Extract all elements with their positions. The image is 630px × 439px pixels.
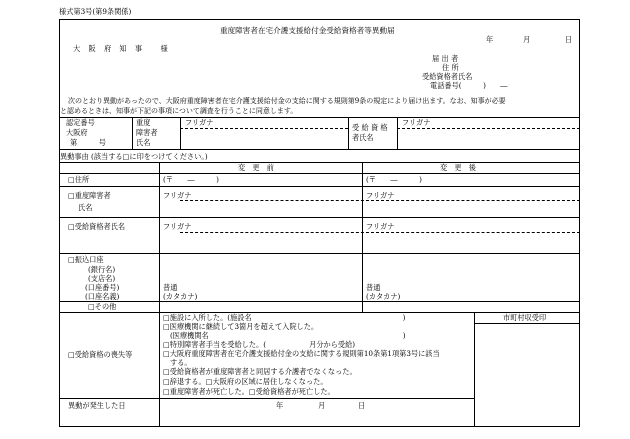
disabled-label-1: 重度	[136, 118, 151, 127]
bank-label-2: (銀行名)	[88, 265, 116, 274]
rule	[362, 162, 363, 312]
rule	[474, 323, 580, 324]
loss-item: □辞退する。□大阪府の区域に居住しなくなった。	[163, 377, 328, 386]
row-loss-label: □受給資格の喪失等	[68, 350, 133, 359]
furigana-label: フリガナ	[185, 118, 214, 127]
rule	[132, 117, 133, 149]
row-address-label: □住所	[68, 175, 90, 184]
rule	[180, 200, 580, 201]
rule	[59, 186, 580, 187]
addressee: 大 阪 府 知 事 様	[73, 44, 171, 53]
row-disabled-label-1: □重度障害者	[68, 191, 111, 200]
rule	[59, 173, 580, 174]
rule	[159, 398, 160, 427]
intro-line-1: 次のとおり異動があったので、大阪府重度障害者在宅介護支援給付金の支給に関する規則第9条の規定により届け出ます。なお、知事が必要	[68, 97, 506, 105]
bank-type-after: 普通	[366, 283, 381, 292]
form-title: 重度障害者在宅介護支援給付金受給資格者等異動届	[220, 26, 395, 35]
recipient-furigana-after: フリガナ	[366, 222, 395, 231]
submitter-address: 住 所	[442, 63, 459, 72]
loss-item: □医療機関に継続して3箇月を超えて入院した。	[163, 322, 319, 331]
row-disabled-label-2: 氏名	[78, 203, 93, 212]
recipient-furigana-before: フリガナ	[163, 222, 192, 231]
loss-item: する。	[170, 358, 192, 367]
date-day: 日	[565, 35, 573, 44]
address-before: (〒 ― )	[163, 175, 219, 184]
rule	[180, 128, 348, 129]
form-number: 様式第3号(第9条関係)	[59, 7, 132, 16]
loss-item: (医療機関名 )	[170, 331, 406, 340]
row-other-label: □その他	[88, 302, 117, 311]
date-month: 月	[523, 35, 531, 44]
rule	[59, 149, 580, 150]
rule	[348, 117, 349, 149]
bank-label-5: (口座名義)	[85, 292, 120, 301]
disabled-furigana-after: フリガナ	[366, 191, 395, 200]
loss-item: □施設に入所した。(施設名 )	[163, 313, 406, 322]
rule	[59, 253, 580, 254]
rule	[59, 162, 580, 163]
recipient-label-1: 受 給 資 格	[352, 123, 388, 132]
column-after: 変 更 後	[440, 163, 476, 172]
furigana-label: フリガナ	[402, 118, 431, 127]
rule	[180, 117, 181, 149]
cert-no-suffix: 第 号	[70, 138, 106, 147]
column-before: 変 更 前	[238, 163, 274, 172]
rule	[59, 398, 474, 399]
loss-item: □重度障害者が死亡した。□受給資格者が死亡した。	[163, 387, 335, 396]
bank-label-3: (支店名)	[88, 274, 116, 283]
address-after: (〒 ― )	[366, 175, 422, 184]
occurred-month: 月	[318, 401, 326, 410]
rule	[474, 312, 475, 427]
disabled-label-2: 障害者	[136, 128, 158, 137]
intro-line-2: と認めるときは、知事が下記の事項について調査を行うことに同意します。	[60, 107, 298, 115]
loss-item: □受給資格者が重度障害者と同居する介護者でなくなった。	[163, 367, 357, 376]
stamp-label: 市町村収受印	[503, 313, 547, 322]
submitter-name: 受給資格者氏名	[422, 72, 473, 81]
rule	[397, 128, 580, 129]
bank-type-before: 普通	[163, 283, 178, 292]
row-occurred-label: 異動が発生した日	[68, 401, 126, 410]
submitter-phone: 電話番号( ) ―	[430, 81, 508, 90]
row-recipient-label: □受給資格者氏名	[68, 222, 126, 231]
bank-kana-after: (カタカナ)	[366, 292, 401, 301]
rule	[59, 301, 580, 302]
rule	[180, 232, 580, 233]
date-year: 年	[486, 35, 494, 44]
bank-kana-before: (カタカナ)	[163, 292, 198, 301]
change-reason-heading: 異動事由 (該当する□に印をつけてください。)	[60, 152, 208, 161]
cert-no-label: 認定番号	[66, 118, 95, 127]
rule	[397, 117, 398, 149]
rule	[59, 217, 580, 218]
bank-label-4: (口座番号)	[85, 283, 120, 292]
disabled-label-3: 氏名	[136, 138, 151, 147]
occurred-day: 日	[358, 401, 366, 410]
cert-no-prefix: 大阪府	[66, 128, 88, 137]
recipient-label-2: 者氏名	[352, 133, 374, 142]
rule	[159, 162, 160, 398]
submitter-heading: 届 出 者	[432, 54, 459, 63]
bank-label-1: □振込口座	[68, 255, 104, 264]
loss-item: □大阪府重度障害者在宅介護支援給付金の支給に関する規則第10条第1項第3号に該当	[163, 349, 440, 358]
disabled-furigana-before: フリガナ	[163, 191, 192, 200]
occurred-year: 年	[276, 401, 284, 410]
loss-item: □特別障害者手当を受給した。( 月分から受給)	[163, 340, 356, 349]
